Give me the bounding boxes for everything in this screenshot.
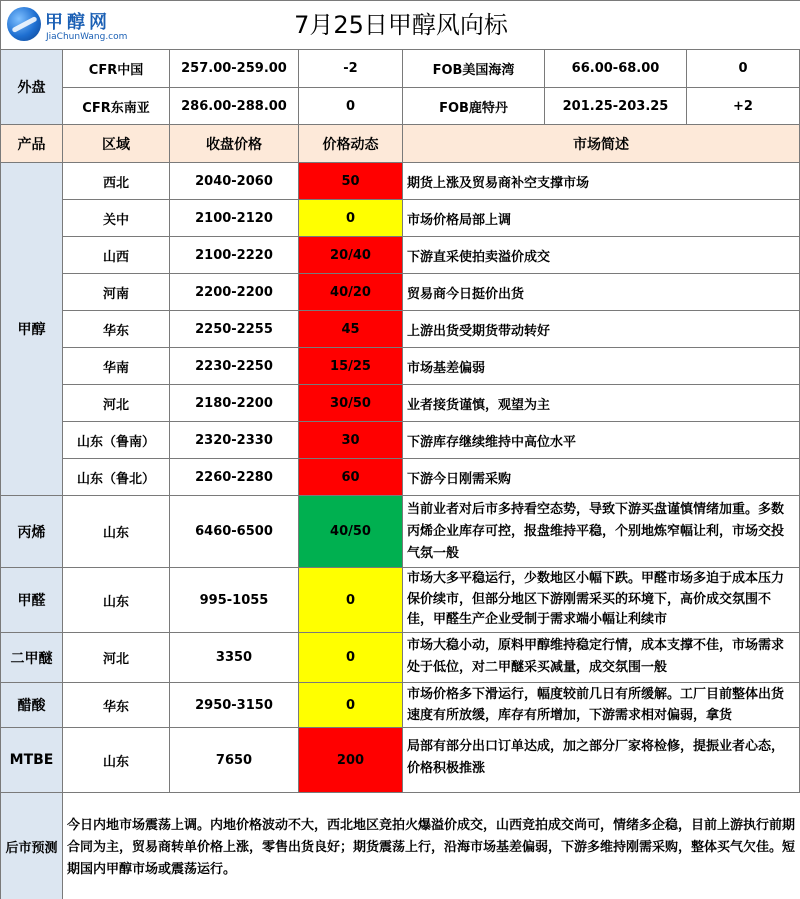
region-cell: 河北 (63, 633, 170, 683)
price-cell: 2230-2250 (170, 348, 299, 385)
description-cell: 上游出货受期货带动转好 (403, 311, 800, 348)
region-cell: 华南 (63, 348, 170, 385)
region-cell: 山东 (63, 568, 170, 633)
description-cell: 市场大稳小动，原料甲醇维持稳定行情，成本支撑不佳，市场需求处于低位，对二甲醚采买减量，成交氛围一般 (403, 633, 800, 683)
forecast-label: 后市预测 (1, 793, 63, 899)
price-cell: 2100-2120 (170, 200, 299, 237)
site-logo[interactable] (7, 7, 127, 45)
price-cell: 2180-2200 (170, 385, 299, 422)
overseas-name: FOB美国海湾 (403, 50, 545, 88)
product-methanol: 甲醇 (1, 163, 63, 496)
header-region: 区域 (63, 125, 170, 163)
region-cell: 华东 (63, 311, 170, 348)
description-cell: 贸易商今日挺价出货 (403, 274, 800, 311)
region-cell: 关中 (63, 200, 170, 237)
change-cell: 0 (299, 683, 403, 728)
change-cell: 30/50 (299, 385, 403, 422)
page-title: 7月25日甲醇风向标 (294, 11, 508, 39)
change-cell: 200 (299, 728, 403, 793)
description-cell: 下游库存继续维持中高位水平 (403, 422, 800, 459)
overseas-price: 286.00-288.00 (170, 88, 299, 125)
description-cell: 下游直采使拍卖溢价成交 (403, 237, 800, 274)
overseas-name: CFR中国 (63, 50, 170, 88)
change-cell: 40/20 (299, 274, 403, 311)
product-acetic-acid: 醋酸 (1, 683, 63, 728)
price-cell: 3350 (170, 633, 299, 683)
price-cell: 7650 (170, 728, 299, 793)
price-cell: 2100-2220 (170, 237, 299, 274)
change-cell: 30 (299, 422, 403, 459)
region-cell: 山西 (63, 237, 170, 274)
overseas-price: 66.00-68.00 (545, 50, 687, 88)
product-mtbe: MTBE (1, 728, 63, 793)
region-cell: 山东 (63, 728, 170, 793)
change-cell: 20/40 (299, 237, 403, 274)
change-cell: 40/50 (299, 496, 403, 568)
header-product: 产品 (1, 125, 63, 163)
header-change: 价格动态 (299, 125, 403, 163)
overseas-change: +2 (687, 88, 800, 125)
change-cell: 15/25 (299, 348, 403, 385)
region-cell: 山东 (63, 496, 170, 568)
overseas-change: -2 (299, 50, 403, 88)
price-cell: 2250-2255 (170, 311, 299, 348)
header-price: 收盘价格 (170, 125, 299, 163)
overseas-change: 0 (687, 50, 800, 88)
region-cell: 山东（鲁南） (63, 422, 170, 459)
globe-icon (7, 7, 41, 41)
change-cell: 0 (299, 200, 403, 237)
price-cell: 6460-6500 (170, 496, 299, 568)
logo-chinese-name: 甲醇网 (45, 12, 111, 33)
change-cell: 60 (299, 459, 403, 496)
forecast-text: 今日内地市场震荡上调。内地价格波动不大，西北地区竞拍火爆溢价成交，山西竞拍成交尚可，情绪多企稳，目前上游执行前期合同为主，贸易商转单价格上涨，零售出货良好；期货震荡上行，沿海市场基差偏弱，下游多维持刚需采购，整体买气欠佳。短期国内甲醇市场或震荡运行。 (63, 793, 800, 899)
product-propylene: 丙烯 (1, 496, 63, 568)
price-cell: 2320-2330 (170, 422, 299, 459)
description-cell: 市场基差偏弱 (403, 348, 800, 385)
change-cell: 45 (299, 311, 403, 348)
change-cell: 0 (299, 568, 403, 633)
change-cell: 50 (299, 163, 403, 200)
logo-english-name: JiaChunWang.com (46, 32, 128, 42)
description-cell: 期货上涨及贸易商补空支撑市场 (403, 163, 800, 200)
overseas-name: CFR东南亚 (63, 88, 170, 125)
description-cell: 市场价格局部上调 (403, 200, 800, 237)
price-cell: 2200-2200 (170, 274, 299, 311)
price-cell: 2040-2060 (170, 163, 299, 200)
price-cell: 2950-3150 (170, 683, 299, 728)
change-cell: 0 (299, 633, 403, 683)
overseas-price: 201.25-203.25 (545, 88, 687, 125)
overseas-change: 0 (299, 88, 403, 125)
price-cell: 995-1055 (170, 568, 299, 633)
title-bar (1, 1, 800, 50)
region-cell: 西北 (63, 163, 170, 200)
product-dme: 二甲醚 (1, 633, 63, 683)
overseas-name: FOB鹿特丹 (403, 88, 545, 125)
region-cell: 河南 (63, 274, 170, 311)
price-cell: 2260-2280 (170, 459, 299, 496)
region-cell: 山东（鲁北） (63, 459, 170, 496)
overseas-label: 外盘 (1, 50, 63, 125)
region-cell: 华东 (63, 683, 170, 728)
description-cell: 下游今日刚需采购 (403, 459, 800, 496)
region-cell: 河北 (63, 385, 170, 422)
product-formaldehyde: 甲醛 (1, 568, 63, 633)
description-cell: 当前业者对后市多持看空态势，导致下游买盘谨慎情绪加重。多数丙烯企业库存可控，报盘维持平稳，个别地炼窄幅让利，市场交投气氛一般 (403, 496, 800, 568)
description-cell: 局部有部分出口订单达成，加之部分厂家将检修，提振业者心态，价格积极推涨 (403, 728, 800, 793)
overseas-price: 257.00-259.00 (170, 50, 299, 88)
description-cell: 市场价格多下滑运行，幅度较前几日有所缓解。工厂目前整体出货速度有所放缓，库存有所增加，下游需求相对偏弱，拿货 (403, 683, 800, 728)
description-cell: 市场大多平稳运行，少数地区小幅下跌。甲醛市场多迫于成本压力保价续市，但部分地区下游刚需采买的环境下，高价成交氛围不佳，甲醛生产企业受制于需求端小幅让利续市 (403, 568, 800, 633)
header-description: 市场简述 (403, 125, 800, 163)
description-cell: 业者接货谨慎，观望为主 (403, 385, 800, 422)
